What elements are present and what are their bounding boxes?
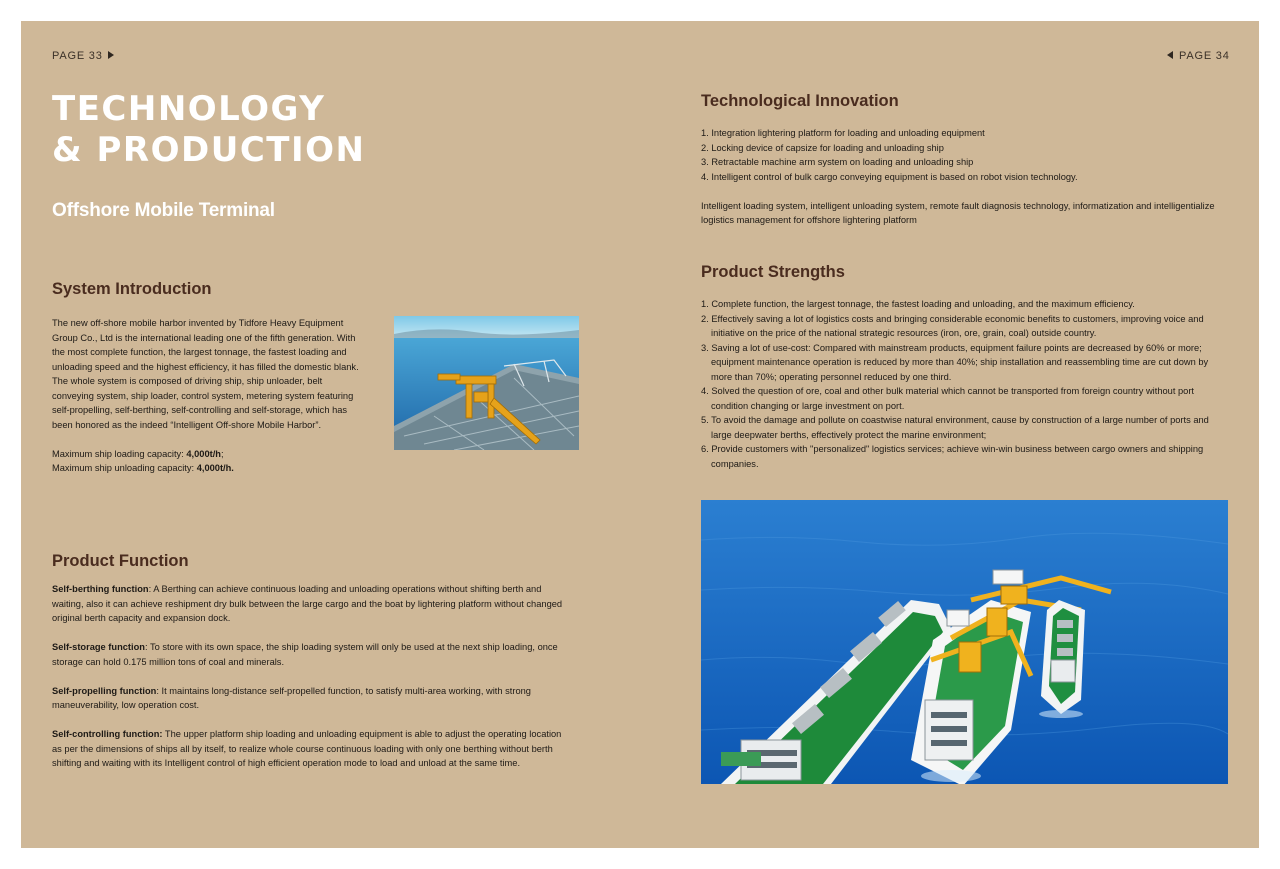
- product-strengths-text: [701, 297, 1228, 471]
- page-number-text: PAGE 33: [52, 50, 103, 62]
- unloading-capacity-value: 4,000t/h.: [196, 463, 234, 473]
- loading-capacity: [52, 447, 360, 462]
- title-line-1: TECHNOLOGY: [52, 89, 326, 129]
- innovation-list: [701, 126, 1226, 184]
- platform-render-image: [394, 316, 579, 450]
- product-strengths-heading: Product Strengths: [701, 263, 845, 281]
- function-item: [52, 727, 572, 771]
- innovation-item: 2. Locking device of capsize for loading and unloading ship: [701, 142, 944, 153]
- function-description: The upper platform ship loading and unloading equipment is able to adjust the operating location as per the dimensions of ships all by itself, to realize whole course continuous loading with only one berthing without berth shifting and waiting with its Intelligent control of high efficient operation mode to load and unload at the same time.: [52, 729, 562, 768]
- page-number-left: [52, 50, 114, 62]
- function-item: [52, 582, 572, 626]
- system-introduction-paragraph: The new off-shore mobile harbor invented by Tidfore Heavy Equipment Group Co., Ltd is the international leading one of the fifth generation. With the most complete function, the largest tonnage, the fastest loading and unloading speed and the highest efficiency, it has filled the domestic blank. The whole system is composed of driving ship, ship unloader, belt conveying system, ship loader, control system, metering system featuring self-propelling, self-berthing, self-controlling and self-storage, which has been honored as the indeed “Intelligent Off-shore Mobile Harbor”.: [52, 318, 359, 430]
- function-description: : A Berthing can achieve continuous loading and unloading operations without shifting berth and waiting, also it can achieve reshipment dry bulk between the large cargo and the boat by lightering platform without changed original berth capacity and expansion dock.: [52, 584, 563, 623]
- main-title: [52, 89, 452, 171]
- function-item: [52, 684, 572, 713]
- ships-render-image: [701, 500, 1228, 784]
- strengths-list: [701, 297, 1228, 471]
- function-item: [52, 640, 572, 669]
- technological-innovation-heading: Technological Innovation: [701, 92, 899, 110]
- strength-item: 3. Saving a lot of use-cost: Compared with mainstream products, equipment failure points are decreased by 60% or more; equipment maintenance operation is reduced by more than 40%; ship installation and reassembling time are cut down by more than 70%; operating personnel reduced by one third.: [701, 342, 1209, 382]
- brochure-spread: [21, 21, 1259, 848]
- unloading-capacity: [52, 461, 360, 476]
- function-term: Self-controlling function:: [52, 729, 163, 739]
- page-number-text: PAGE 34: [1179, 50, 1230, 62]
- function-description: : To store with its own space, the ship loading system will only be used at the next ship loading, once storage can hold 0.175 million tons of coal and minerals.: [52, 642, 558, 667]
- loading-capacity-label: Maximum ship loading capacity:: [52, 448, 187, 459]
- loading-capacity-end: ;: [220, 448, 224, 459]
- strength-item: 6. Provide customers with "personalized" logistics services; achieve win-win business between cargo owners and shipping companies.: [701, 444, 1204, 469]
- strength-item: 5. To avoid the damage and pollute on coastwise natural environment, cause by construction of a large number of ports and large deepwater berths, effectively protect the marine environment;: [701, 415, 1209, 440]
- innovation-item: 4. Intelligent control of bulk cargo conveying equipment is based on robot vision technology.: [701, 171, 1078, 182]
- subtitle: Offshore Mobile Terminal: [52, 200, 275, 221]
- page-number-right: [1167, 50, 1230, 62]
- system-introduction-text: [52, 316, 360, 476]
- function-term: Self-propelling function: [52, 685, 157, 696]
- arrow-left-icon: [1167, 51, 1173, 59]
- innovation-paragraph: Intelligent loading system, intelligent unloading system, remote fault diagnosis technology, informatization and intelligentialize logistics management for offshore lightering platform: [701, 200, 1215, 225]
- strength-item: 2. Effectively saving a lot of logistics costs and bringing considerable economic benefits to customers, improving voice and initiative on the price of the national strategic resources (iron, ore, grain, coal) outside country.: [701, 313, 1204, 338]
- unloading-capacity-label: Maximum ship unloading capacity:: [52, 463, 197, 473]
- innovation-item: 3. Retractable machine arm system on loading and unloading ship: [701, 157, 974, 167]
- function-description: : It maintains long-distance self-propelled function, to satisfy multi-area working, with strong maneuverability, low operation cost.: [52, 685, 531, 710]
- system-introduction-heading: System Introduction: [52, 280, 212, 298]
- innovation-item: 1. Integration lightering platform for loading and unloading equipment: [701, 128, 985, 138]
- function-term: Self-storage function: [52, 642, 145, 652]
- product-function-list: [52, 582, 572, 785]
- strength-item: 4. Solved the question of ore, coal and other bulk material which cannot be transported from foreign country without port condition changing or large investment on port.: [701, 386, 1195, 411]
- function-term: Self-berthing function: [52, 584, 149, 594]
- strength-item: 1. Complete function, the largest tonnage, the fastest loading and unloading, and the maximum efficiency.: [701, 299, 1135, 309]
- arrow-right-icon: [108, 51, 114, 59]
- title-line-2: & PRODUCTION: [52, 130, 366, 170]
- product-function-heading: Product Function: [52, 552, 189, 570]
- technological-innovation-text: [701, 126, 1226, 228]
- loading-capacity-value: 4,000t/h: [186, 448, 221, 459]
